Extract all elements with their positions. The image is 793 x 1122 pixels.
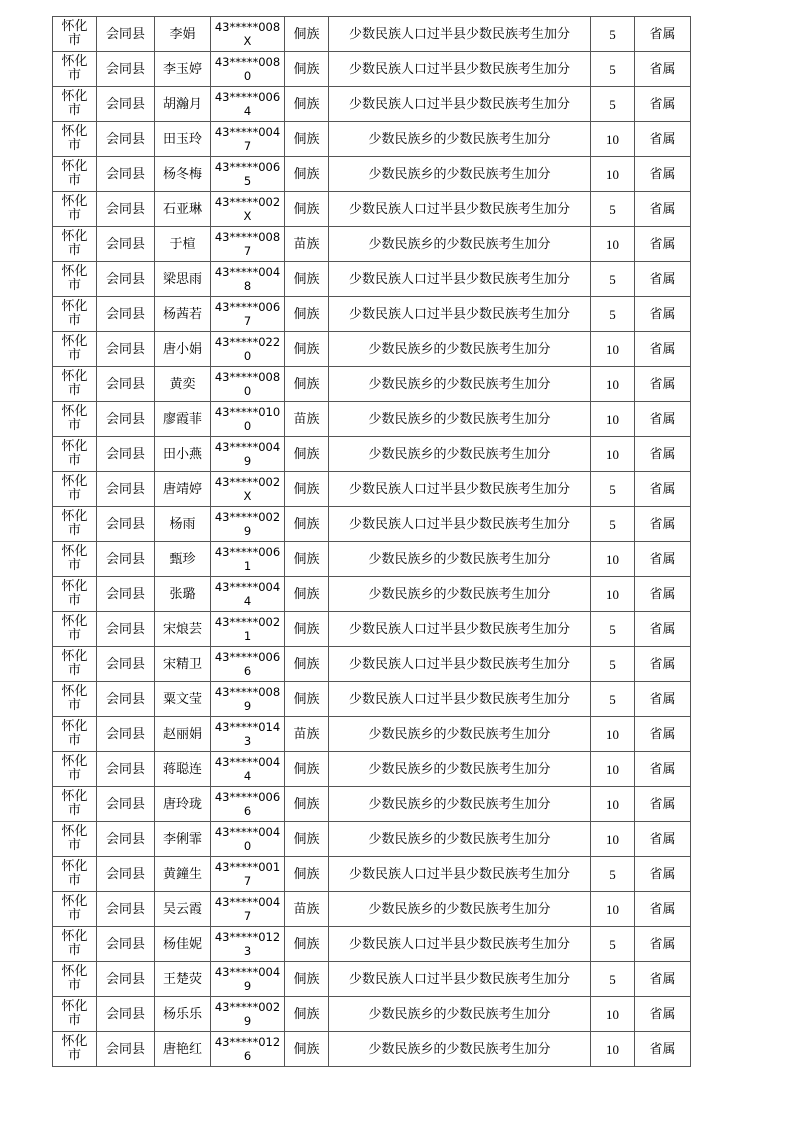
cell-ethnicity: 侗族	[285, 367, 329, 402]
cell-name: 唐艳红	[155, 1032, 211, 1067]
table-row	[53, 612, 691, 647]
cell-bonus-reason: 少数民族人口过半县少数民族考生加分	[329, 927, 591, 962]
cell-county: 会同县	[97, 367, 155, 402]
cell-ethnicity: 侗族	[285, 682, 329, 717]
cell-county: 会同县	[97, 822, 155, 857]
cell-name: 宋烺芸	[155, 612, 211, 647]
cell-ethnicity: 侗族	[285, 437, 329, 472]
cell-city: 怀化市	[53, 962, 97, 997]
cell-level: 省属	[635, 787, 691, 822]
cell-name: 唐靖婷	[155, 472, 211, 507]
table-row	[53, 682, 691, 717]
cell-id-number: 43*****0029	[211, 997, 285, 1032]
cell-bonus-reason: 少数民族乡的少数民族考生加分	[329, 1032, 591, 1067]
cell-city: 怀化市	[53, 542, 97, 577]
cell-bonus-reason: 少数民族人口过半县少数民族考生加分	[329, 52, 591, 87]
cell-id-number: 43*****0047	[211, 892, 285, 927]
cell-id-number: 43*****0049	[211, 437, 285, 472]
cell-county: 会同县	[97, 472, 155, 507]
table-row	[53, 752, 691, 787]
cell-city: 怀化市	[53, 437, 97, 472]
cell-level: 省属	[635, 402, 691, 437]
cell-county: 会同县	[97, 752, 155, 787]
cell-county: 会同县	[97, 787, 155, 822]
cell-ethnicity: 侗族	[285, 122, 329, 157]
cell-level: 省属	[635, 17, 691, 52]
cell-id-number: 43*****0029	[211, 507, 285, 542]
cell-name: 廖霞菲	[155, 402, 211, 437]
cell-name: 杨雨	[155, 507, 211, 542]
cell-city: 怀化市	[53, 332, 97, 367]
cell-city: 怀化市	[53, 507, 97, 542]
cell-bonus-points: 5	[591, 682, 635, 717]
cell-bonus-reason: 少数民族乡的少数民族考生加分	[329, 997, 591, 1032]
table-row	[53, 402, 691, 437]
cell-ethnicity: 侗族	[285, 997, 329, 1032]
cell-bonus-points: 5	[591, 612, 635, 647]
cell-level: 省属	[635, 612, 691, 647]
cell-bonus-reason: 少数民族人口过半县少数民族考生加分	[329, 262, 591, 297]
cell-bonus-points: 5	[591, 962, 635, 997]
table-row	[53, 577, 691, 612]
cell-bonus-points: 5	[591, 87, 635, 122]
cell-bonus-points: 5	[591, 472, 635, 507]
cell-bonus-reason: 少数民族乡的少数民族考生加分	[329, 402, 591, 437]
cell-county: 会同县	[97, 122, 155, 157]
bonus-points-table-container	[52, 16, 690, 1067]
cell-ethnicity: 侗族	[285, 472, 329, 507]
cell-city: 怀化市	[53, 822, 97, 857]
cell-bonus-reason: 少数民族乡的少数民族考生加分	[329, 542, 591, 577]
cell-id-number: 43*****0040	[211, 822, 285, 857]
cell-level: 省属	[635, 262, 691, 297]
cell-bonus-reason: 少数民族乡的少数民族考生加分	[329, 367, 591, 402]
cell-bonus-points: 5	[591, 52, 635, 87]
table-row	[53, 332, 691, 367]
cell-id-number: 43*****0061	[211, 542, 285, 577]
cell-id-number: 43*****0049	[211, 962, 285, 997]
cell-bonus-reason: 少数民族人口过半县少数民族考生加分	[329, 647, 591, 682]
cell-bonus-points: 5	[591, 857, 635, 892]
cell-name: 李俐霏	[155, 822, 211, 857]
cell-bonus-points: 10	[591, 787, 635, 822]
cell-level: 省属	[635, 682, 691, 717]
cell-bonus-points: 10	[591, 122, 635, 157]
cell-county: 会同县	[97, 332, 155, 367]
cell-level: 省属	[635, 892, 691, 927]
cell-ethnicity: 苗族	[285, 717, 329, 752]
cell-bonus-reason: 少数民族乡的少数民族考生加分	[329, 822, 591, 857]
cell-name: 黄鐘生	[155, 857, 211, 892]
cell-city: 怀化市	[53, 577, 97, 612]
cell-county: 会同县	[97, 857, 155, 892]
cell-bonus-points: 5	[591, 297, 635, 332]
cell-level: 省属	[635, 297, 691, 332]
cell-bonus-points: 10	[591, 402, 635, 437]
table-row	[53, 122, 691, 157]
cell-bonus-reason: 少数民族乡的少数民族考生加分	[329, 717, 591, 752]
cell-name: 于楦	[155, 227, 211, 262]
cell-ethnicity: 侗族	[285, 87, 329, 122]
cell-bonus-reason: 少数民族乡的少数民族考生加分	[329, 157, 591, 192]
cell-name: 石亚琳	[155, 192, 211, 227]
cell-name: 王楚荧	[155, 962, 211, 997]
cell-bonus-points: 10	[591, 227, 635, 262]
cell-name: 赵丽娟	[155, 717, 211, 752]
cell-city: 怀化市	[53, 717, 97, 752]
table-row	[53, 87, 691, 122]
cell-level: 省属	[635, 542, 691, 577]
cell-bonus-points: 5	[591, 647, 635, 682]
cell-name: 粟文莹	[155, 682, 211, 717]
table-row	[53, 297, 691, 332]
table-row	[53, 472, 691, 507]
cell-name: 胡瀚月	[155, 87, 211, 122]
cell-county: 会同县	[97, 577, 155, 612]
cell-city: 怀化市	[53, 87, 97, 122]
cell-id-number: 43*****0100	[211, 402, 285, 437]
cell-id-number: 43*****0080	[211, 52, 285, 87]
table-row	[53, 787, 691, 822]
cell-bonus-points: 5	[591, 927, 635, 962]
table-row	[53, 507, 691, 542]
cell-bonus-reason: 少数民族人口过半县少数民族考生加分	[329, 962, 591, 997]
cell-level: 省属	[635, 997, 691, 1032]
cell-name: 李玉婷	[155, 52, 211, 87]
cell-level: 省属	[635, 577, 691, 612]
cell-county: 会同县	[97, 927, 155, 962]
cell-name: 吴云霞	[155, 892, 211, 927]
cell-city: 怀化市	[53, 367, 97, 402]
table-row	[53, 822, 691, 857]
cell-county: 会同县	[97, 437, 155, 472]
cell-ethnicity: 侗族	[285, 647, 329, 682]
cell-bonus-reason: 少数民族乡的少数民族考生加分	[329, 577, 591, 612]
table-row	[53, 1032, 691, 1067]
cell-name: 唐玲珑	[155, 787, 211, 822]
cell-level: 省属	[635, 962, 691, 997]
cell-county: 会同县	[97, 297, 155, 332]
cell-bonus-points: 5	[591, 507, 635, 542]
cell-level: 省属	[635, 332, 691, 367]
cell-level: 省属	[635, 367, 691, 402]
table-row	[53, 367, 691, 402]
table-row	[53, 192, 691, 227]
cell-county: 会同县	[97, 717, 155, 752]
table-body	[53, 17, 691, 1067]
cell-city: 怀化市	[53, 122, 97, 157]
cell-bonus-points: 10	[591, 1032, 635, 1067]
cell-county: 会同县	[97, 1032, 155, 1067]
cell-bonus-points: 10	[591, 437, 635, 472]
cell-city: 怀化市	[53, 612, 97, 647]
cell-id-number: 43*****0066	[211, 787, 285, 822]
cell-level: 省属	[635, 52, 691, 87]
cell-city: 怀化市	[53, 227, 97, 262]
cell-id-number: 43*****0065	[211, 157, 285, 192]
cell-level: 省属	[635, 192, 691, 227]
cell-bonus-reason: 少数民族乡的少数民族考生加分	[329, 892, 591, 927]
cell-name: 田玉玲	[155, 122, 211, 157]
cell-county: 会同县	[97, 227, 155, 262]
cell-level: 省属	[635, 927, 691, 962]
cell-level: 省属	[635, 472, 691, 507]
cell-bonus-points: 10	[591, 717, 635, 752]
table-row	[53, 857, 691, 892]
cell-id-number: 43*****0089	[211, 682, 285, 717]
cell-id-number: 43*****0080	[211, 367, 285, 402]
cell-level: 省属	[635, 122, 691, 157]
cell-ethnicity: 侗族	[285, 157, 329, 192]
cell-county: 会同县	[97, 962, 155, 997]
cell-id-number: 43*****0066	[211, 647, 285, 682]
cell-ethnicity: 侗族	[285, 17, 329, 52]
cell-ethnicity: 苗族	[285, 227, 329, 262]
cell-name: 杨茜若	[155, 297, 211, 332]
cell-ethnicity: 侗族	[285, 857, 329, 892]
cell-name: 杨乐乐	[155, 997, 211, 1032]
cell-level: 省属	[635, 717, 691, 752]
cell-city: 怀化市	[53, 647, 97, 682]
table-row	[53, 647, 691, 682]
cell-name: 李娟	[155, 17, 211, 52]
cell-bonus-points: 10	[591, 997, 635, 1032]
cell-city: 怀化市	[53, 927, 97, 962]
cell-bonus-points: 5	[591, 17, 635, 52]
cell-name: 宋精卫	[155, 647, 211, 682]
cell-ethnicity: 侗族	[285, 822, 329, 857]
cell-bonus-reason: 少数民族人口过半县少数民族考生加分	[329, 682, 591, 717]
cell-bonus-reason: 少数民族乡的少数民族考生加分	[329, 752, 591, 787]
cell-name: 唐小娟	[155, 332, 211, 367]
cell-bonus-points: 10	[591, 892, 635, 927]
cell-ethnicity: 侗族	[285, 332, 329, 367]
cell-county: 会同县	[97, 192, 155, 227]
cell-name: 甄珍	[155, 542, 211, 577]
cell-county: 会同县	[97, 682, 155, 717]
cell-bonus-reason: 少数民族乡的少数民族考生加分	[329, 227, 591, 262]
cell-ethnicity: 侗族	[285, 262, 329, 297]
cell-bonus-reason: 少数民族人口过半县少数民族考生加分	[329, 507, 591, 542]
cell-name: 杨冬梅	[155, 157, 211, 192]
cell-level: 省属	[635, 87, 691, 122]
cell-id-number: 43*****0220	[211, 332, 285, 367]
cell-name: 张璐	[155, 577, 211, 612]
cell-city: 怀化市	[53, 192, 97, 227]
table-row	[53, 997, 691, 1032]
cell-bonus-points: 10	[591, 542, 635, 577]
cell-id-number: 43*****0047	[211, 122, 285, 157]
cell-ethnicity: 侗族	[285, 927, 329, 962]
table-row	[53, 542, 691, 577]
cell-level: 省属	[635, 437, 691, 472]
cell-level: 省属	[635, 647, 691, 682]
cell-county: 会同县	[97, 542, 155, 577]
cell-id-number: 43*****0048	[211, 262, 285, 297]
table-row	[53, 927, 691, 962]
cell-ethnicity: 侗族	[285, 192, 329, 227]
cell-bonus-reason: 少数民族人口过半县少数民族考生加分	[329, 17, 591, 52]
cell-city: 怀化市	[53, 752, 97, 787]
cell-bonus-reason: 少数民族乡的少数民族考生加分	[329, 122, 591, 157]
cell-city: 怀化市	[53, 892, 97, 927]
cell-name: 蒋聪连	[155, 752, 211, 787]
table-row	[53, 157, 691, 192]
cell-ethnicity: 苗族	[285, 892, 329, 927]
table-row	[53, 437, 691, 472]
cell-city: 怀化市	[53, 52, 97, 87]
cell-bonus-points: 10	[591, 367, 635, 402]
cell-city: 怀化市	[53, 157, 97, 192]
cell-ethnicity: 侗族	[285, 612, 329, 647]
bonus-points-table	[52, 16, 691, 1067]
cell-bonus-reason: 少数民族人口过半县少数民族考生加分	[329, 612, 591, 647]
cell-id-number: 43*****0064	[211, 87, 285, 122]
cell-county: 会同县	[97, 612, 155, 647]
cell-name: 黄奕	[155, 367, 211, 402]
cell-bonus-reason: 少数民族人口过半县少数民族考生加分	[329, 857, 591, 892]
cell-bonus-reason: 少数民族乡的少数民族考生加分	[329, 437, 591, 472]
cell-level: 省属	[635, 822, 691, 857]
cell-ethnicity: 侗族	[285, 1032, 329, 1067]
cell-name: 田小燕	[155, 437, 211, 472]
cell-city: 怀化市	[53, 682, 97, 717]
cell-bonus-points: 10	[591, 752, 635, 787]
cell-bonus-points: 5	[591, 262, 635, 297]
cell-county: 会同县	[97, 17, 155, 52]
cell-bonus-points: 10	[591, 577, 635, 612]
table-row	[53, 227, 691, 262]
cell-county: 会同县	[97, 507, 155, 542]
cell-city: 怀化市	[53, 297, 97, 332]
cell-county: 会同县	[97, 997, 155, 1032]
table-row	[53, 717, 691, 752]
cell-county: 会同县	[97, 647, 155, 682]
cell-city: 怀化市	[53, 17, 97, 52]
cell-ethnicity: 侗族	[285, 542, 329, 577]
cell-id-number: 43*****0021	[211, 612, 285, 647]
cell-county: 会同县	[97, 87, 155, 122]
cell-ethnicity: 侗族	[285, 52, 329, 87]
cell-ethnicity: 侗族	[285, 787, 329, 822]
cell-county: 会同县	[97, 402, 155, 437]
table-row	[53, 892, 691, 927]
cell-id-number: 43*****002X	[211, 192, 285, 227]
cell-bonus-reason: 少数民族乡的少数民族考生加分	[329, 332, 591, 367]
cell-city: 怀化市	[53, 472, 97, 507]
cell-id-number: 43*****0044	[211, 752, 285, 787]
cell-city: 怀化市	[53, 262, 97, 297]
cell-county: 会同县	[97, 157, 155, 192]
cell-ethnicity: 侗族	[285, 752, 329, 787]
cell-level: 省属	[635, 857, 691, 892]
cell-id-number: 43*****008X	[211, 17, 285, 52]
cell-city: 怀化市	[53, 857, 97, 892]
cell-bonus-reason: 少数民族人口过半县少数民族考生加分	[329, 472, 591, 507]
cell-id-number: 43*****0067	[211, 297, 285, 332]
cell-level: 省属	[635, 227, 691, 262]
cell-county: 会同县	[97, 892, 155, 927]
cell-ethnicity: 苗族	[285, 402, 329, 437]
cell-level: 省属	[635, 157, 691, 192]
cell-bonus-points: 10	[591, 332, 635, 367]
cell-bonus-points: 5	[591, 192, 635, 227]
cell-bonus-points: 10	[591, 157, 635, 192]
cell-id-number: 43*****0044	[211, 577, 285, 612]
cell-bonus-points: 10	[591, 822, 635, 857]
cell-bonus-reason: 少数民族乡的少数民族考生加分	[329, 787, 591, 822]
cell-bonus-reason: 少数民族人口过半县少数民族考生加分	[329, 192, 591, 227]
cell-city: 怀化市	[53, 402, 97, 437]
cell-ethnicity: 侗族	[285, 577, 329, 612]
table-row	[53, 52, 691, 87]
cell-city: 怀化市	[53, 1032, 97, 1067]
cell-level: 省属	[635, 507, 691, 542]
cell-ethnicity: 侗族	[285, 962, 329, 997]
cell-id-number: 43*****0143	[211, 717, 285, 752]
cell-bonus-reason: 少数民族人口过半县少数民族考生加分	[329, 87, 591, 122]
cell-ethnicity: 侗族	[285, 297, 329, 332]
cell-id-number: 43*****0017	[211, 857, 285, 892]
cell-id-number: 43*****0126	[211, 1032, 285, 1067]
cell-id-number: 43*****002X	[211, 472, 285, 507]
cell-level: 省属	[635, 752, 691, 787]
cell-city: 怀化市	[53, 997, 97, 1032]
table-row	[53, 262, 691, 297]
table-row	[53, 17, 691, 52]
cell-name: 杨佳妮	[155, 927, 211, 962]
cell-bonus-reason: 少数民族人口过半县少数民族考生加分	[329, 297, 591, 332]
cell-ethnicity: 侗族	[285, 507, 329, 542]
table-row	[53, 962, 691, 997]
cell-id-number: 43*****0087	[211, 227, 285, 262]
cell-name: 梁思雨	[155, 262, 211, 297]
cell-county: 会同县	[97, 52, 155, 87]
cell-level: 省属	[635, 1032, 691, 1067]
cell-id-number: 43*****0123	[211, 927, 285, 962]
cell-county: 会同县	[97, 262, 155, 297]
cell-city: 怀化市	[53, 787, 97, 822]
